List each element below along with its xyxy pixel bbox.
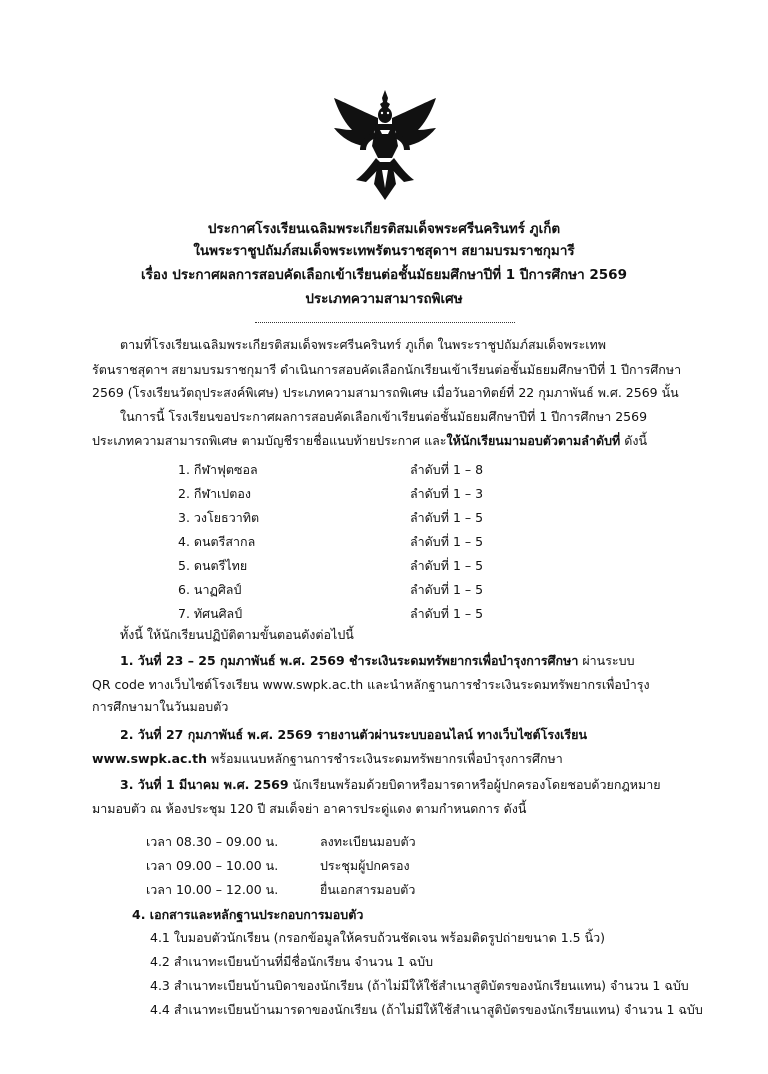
- intro-line-5-text: ประเภทความสามารถพิเศษ ตามบัญชีรายชื่อแนบท้ายประกาศ และ: [92, 433, 447, 448]
- title-line-3: เรื่อง ประกาศผลการสอบคัดเลือกเข้าเรียนต่อชั้นมัธยมศึกษาปีที่ 1 ปีการศึกษา 2569: [141, 267, 627, 283]
- schedule-activity: ยื่นเอกสารมอบตัว: [320, 882, 416, 897]
- title-divider: [255, 322, 515, 323]
- garuda-emblem: [330, 88, 440, 206]
- step-3-date: 3. วันที่ 1 มีนาคม พ.ศ. 2569: [120, 777, 289, 792]
- step-2-line-1: 2. วันที่ 27 กุมภาพันธ์ พ.ศ. 2569 รายงานตัวผ่านระบบออนไลน์ ทางเว็บไซต์โรงเรียน: [120, 727, 588, 742]
- sport-name: 5. ดนตรีไทย: [178, 558, 248, 573]
- schedule-time: เวลา 09.00 – 10.00 น.: [146, 858, 279, 873]
- intro-line-5-emphasis: ให้นักเรียนมามอบตัวตามลำดับที่: [446, 433, 621, 448]
- step-3-rest: นักเรียนพร้อมด้วยบิดาหรือมารดาหรือผู้ปกครองโดยชอบด้วยกฎหมาย: [288, 777, 661, 792]
- intro-line-5: [92, 430, 647, 453]
- intro-line-2: รัตนราชสุดาฯ สยามบรมราชกุมารี ดำเนินการสอบคัดเลือกนักเรียนเข้าเรียนต่อชั้นมัธยมศึกษาปีที่ 1 ปีการศึกษา: [92, 362, 682, 377]
- intro-line-5-end: ดังนี้: [620, 433, 648, 448]
- step-3-line-1: [120, 774, 661, 797]
- school-website: www.swpk.ac.th: [92, 751, 208, 766]
- document-item: 4.1 ใบมอบตัวนักเรียน (กรอกข้อมูลให้ครบถ้วนชัดเจน พร้อมติดรูปถ่ายขนาด 1.5 นิ้ว): [150, 930, 606, 945]
- sport-rank: ลำดับที่ 1 – 8: [410, 462, 484, 477]
- sport-name: 6. นาฏศิลป์: [178, 582, 242, 597]
- title-line-4: ประเภทความสามารถพิเศษ: [305, 291, 463, 307]
- steps-intro: ทั้งนี้ ให้นักเรียนปฏิบัติตามขั้นตอนดังต่อไปนี้: [120, 627, 354, 642]
- sport-name: 1. กีฬาฟุตซอล: [178, 462, 258, 477]
- step-3-line-2: มามอบตัว ณ ห้องประชุม 120 ปี สมเด็จย่า อาคารประดู่แดง ตามกำหนดการ ดังนี้: [92, 801, 527, 816]
- intro-line-3: 2569 (โรงเรียนวัตถุประสงค์พิเศษ) ประเภทความสามารถพิเศษ เมื่อวันอาทิตย์ที่ 22 กุมภาพันธ์ พ.ศ. 2569 นั้น: [92, 385, 679, 400]
- step-1-date: 1. วันที่ 23 – 25 กุมภาพันธ์ พ.ศ. 2569 ชำระเงินระดมทรัพยากรเพื่อบำรุงการศึกษา: [120, 653, 579, 668]
- schedule-activity: ประชุมผู้ปกครอง: [320, 858, 410, 873]
- sport-name: 4. ดนตรีสากล: [178, 534, 256, 549]
- sport-name: 3. วงโยธวาทิต: [178, 510, 260, 525]
- sport-rank: ลำดับที่ 1 – 5: [410, 510, 484, 525]
- schedule-time: เวลา 10.00 – 12.00 น.: [146, 882, 279, 897]
- step-2-line-2: [92, 748, 563, 771]
- sport-rank: ลำดับที่ 1 – 5: [410, 606, 484, 621]
- document-item: 4.4 สำเนาทะเบียนบ้านมารดาของนักเรียน (ถ้าไม่มีให้ใช้สำเนาสูติบัตรของนักเรียนแทน) จำนวน 1 ฉบับ: [150, 1002, 703, 1017]
- step-4-heading: 4. เอกสารและหลักฐานประกอบการมอบตัว: [132, 907, 364, 922]
- step-1-line-3: การศึกษามาในวันมอบตัว: [92, 699, 229, 714]
- sport-rank: ลำดับที่ 1 – 3: [410, 486, 484, 501]
- sport-rank: ลำดับที่ 1 – 5: [410, 558, 484, 573]
- intro-line-4: ในการนี้ โรงเรียนขอประกาศผลการสอบคัดเลือกเข้าเรียนต่อชั้นมัธยมศึกษาปีที่ 1 ปีการศึกษา 2569: [120, 409, 648, 424]
- title-line-2: ในพระราชูปถัมภ์สมเด็จพระเทพรัตนราชสุดาฯ สยามบรมราชกุมารี: [193, 243, 575, 259]
- schedule-time: เวลา 08.30 – 09.00 น.: [146, 834, 279, 849]
- step-2-rest: พร้อมแนบหลักฐานการชำระเงินระดมทรัพยากรเพื่อบำรุงการศึกษา: [207, 751, 563, 766]
- step-1-line-2: QR code ทางเว็บไซต์โรงเรียน www.swpk.ac.th และนำหลักฐานการชำระเงินระดมทรัพยากรเพื่อบำรุง: [92, 677, 650, 692]
- schedule-activity: ลงทะเบียนมอบตัว: [320, 834, 416, 849]
- title-line-1: ประกาศโรงเรียนเฉลิมพระเกียรติสมเด็จพระศรีนครินทร์ ภูเก็ต: [207, 221, 561, 237]
- document-item: 4.2 สำเนาทะเบียนบ้านที่มีชื่อนักเรียน จำนวน 1 ฉบับ: [150, 954, 434, 969]
- sport-rank: ลำดับที่ 1 – 5: [410, 582, 484, 597]
- step-1-rest: ผ่านระบบ: [578, 653, 635, 668]
- intro-line-1: ตามที่โรงเรียนเฉลิมพระเกียรติสมเด็จพระศรีนครินทร์ ภูเก็ต ในพระราชูปถัมภ์สมเด็จพระเทพ: [120, 337, 607, 352]
- step-1-line-1: [120, 650, 635, 673]
- sport-rank: ลำดับที่ 1 – 5: [410, 534, 484, 549]
- sport-name: 7. ทัศนศิลป์: [178, 606, 243, 621]
- sport-name: 2. กีฬาเปตอง: [178, 486, 251, 501]
- document-item: 4.3 สำเนาทะเบียนบ้านบิดาของนักเรียน (ถ้าไม่มีให้ใช้สำเนาสูติบัตรของนักเรียนแทน) จำนวน 1 ฉบับ: [150, 978, 689, 993]
